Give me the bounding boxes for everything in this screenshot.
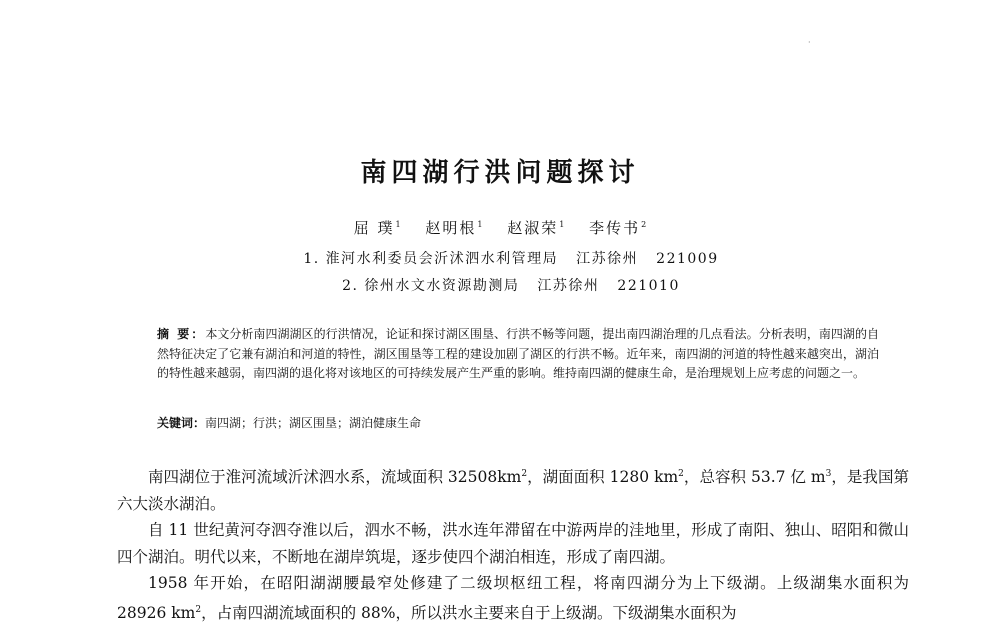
keywords-label: 关键词： (157, 416, 206, 430)
text-run: 1958 年开始，在昭阳湖湖腰最窄处修建了二级坝枢纽工程，将南四湖分为上下级湖。上级湖集水面积为 28926 km (117, 574, 909, 622)
text-run: ，占南四湖流域面积的 88%，所以洪水主要来自于上级湖。下级湖集水面积为 (201, 603, 737, 622)
author-name: 李传书 (589, 219, 641, 237)
affiliation-org: 2. 徐州水文水资源勘测局 (342, 278, 520, 294)
author-name: 屈 璞 (353, 219, 395, 237)
text-run: ，湖面面积 1280 km (527, 468, 679, 487)
abstract (157, 325, 879, 384)
affiliation-place: 江苏徐州 (576, 251, 639, 267)
author-name: 赵淑荣 (507, 219, 559, 237)
superscript: 2 (195, 604, 202, 615)
keywords (157, 414, 879, 431)
author-name: 赵明根 (425, 219, 477, 237)
text-run: 南四湖位于淮河流域沂沭泗水系，流域面积 32508km (148, 468, 522, 487)
text-run: ，总容积 53.7 亿 m (683, 468, 826, 487)
affiliation-place: 江苏徐州 (537, 278, 600, 294)
body-text (117, 461, 909, 626)
author (507, 217, 564, 238)
text-run: ，是我国第六大淡水湖泊。 (117, 468, 909, 513)
affiliation-mark: 1 (477, 220, 483, 229)
affiliation-org: 1. 淮河水利委员会沂沭泗水利管理局 (303, 251, 559, 267)
affiliation-mark: 1 (395, 220, 401, 229)
author (589, 217, 646, 238)
affiliation-mark: 1 (559, 220, 565, 229)
page-mark: · (808, 38, 811, 47)
affiliation-mark: 2 (641, 220, 647, 229)
paragraph-3 (117, 570, 909, 626)
paper-title: 南四湖行洪问题探讨 (360, 158, 640, 188)
paragraph-2: 自 11 世纪黄河夺泗夺淮以后，泗水不畅，洪水连年滞留在中游两岸的洼地里，形成了南阳、独山、昭阳和微山四个湖泊。明代以来，不断地在湖岸筑堤，逐步使四个湖泊相连，形成了南四湖。 (117, 521, 909, 566)
superscript: 2 (521, 469, 528, 479)
postal-code: 221010 (617, 278, 680, 294)
author (354, 217, 401, 238)
author-list (0, 217, 1000, 238)
keywords-text: 南四湖；行洪；湖区围垦；湖泊健康生命 (205, 416, 422, 430)
superscript: 2 (678, 469, 684, 479)
superscript: 3 (825, 469, 832, 479)
postal-code: 221009 (656, 251, 719, 267)
paragraph-1 (117, 461, 909, 517)
affiliation-2 (0, 275, 1000, 295)
abstract-label: 摘 要： (157, 327, 206, 341)
abstract-text: 本文分析南四湖湖区的行洪情况，论证和探讨湖区围垦、行洪不畅等问题，提出南四湖治理的几点看法。分析表明，南四湖的自然特征决定了它兼有湖泊和河道的特性，湖区围垦等工程的建设加剧了湖区的行洪不畅。近年来，南四湖的河道的特性越来越突出，湖泊的特性越来越弱，南四湖的退化将对该地区的可持续发展产生严重的影响。维持南四湖的健康生命，是治理规划上应考虑的问题之一。 (157, 327, 879, 380)
author (425, 217, 482, 238)
affiliation-1 (0, 248, 1000, 268)
